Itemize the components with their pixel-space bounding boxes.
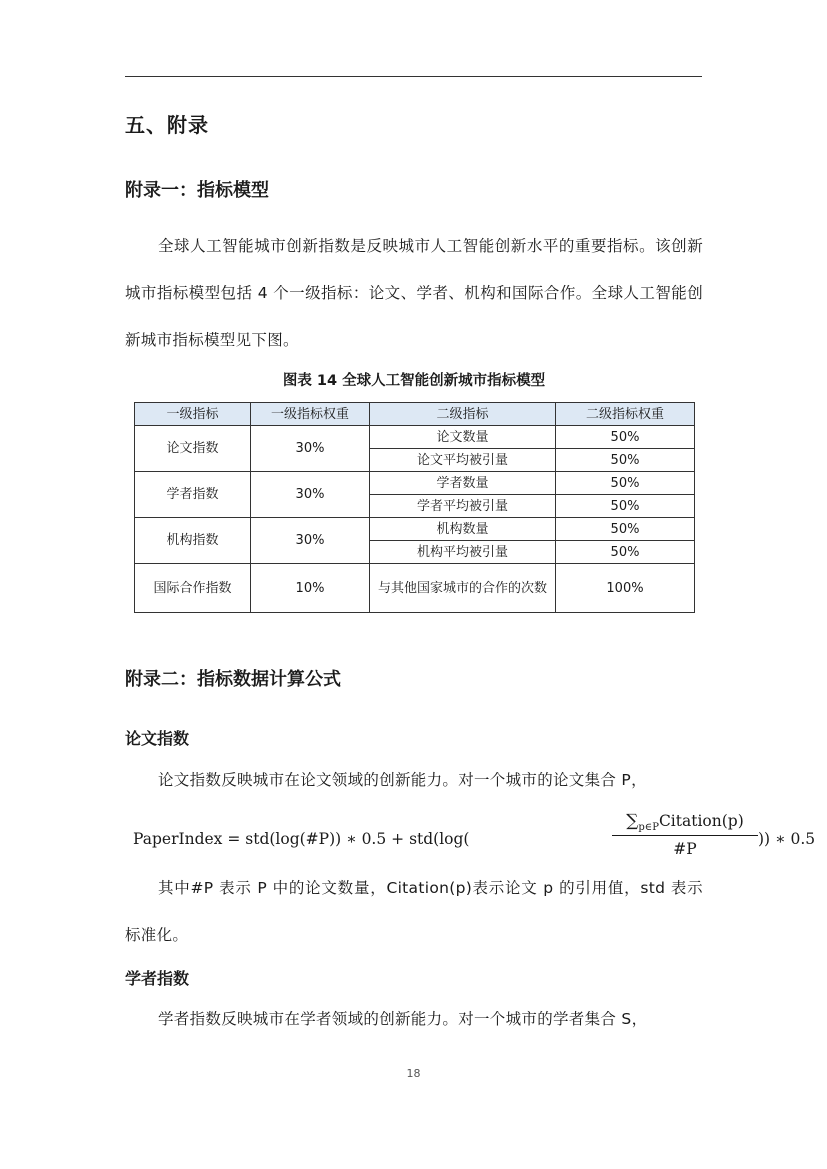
header-cell: 二级指标权重: [556, 403, 695, 426]
paper-index-intro: 论文指数反映城市在论文领域的创新能力。对一个城市的论文集合 P，: [158, 771, 647, 789]
paper-index-heading: 论文指数: [125, 729, 190, 748]
table-row: [135, 426, 695, 449]
header-cell: 一级指标权重: [251, 403, 370, 426]
level2-weight: 50%: [556, 449, 695, 472]
table-row: [135, 518, 695, 541]
paper-index-formula: [125, 808, 816, 864]
section-title: 五、附录: [125, 113, 209, 137]
level2-weight: 50%: [556, 518, 695, 541]
paper-index-explanation: 其中#P 表示 P 中的论文数量，Citation(p)表示论文 p 的引用值，std 表示标准化。: [125, 879, 703, 944]
level1-name: 学者指数: [135, 472, 251, 518]
table-caption: 图表 14 全球人工智能创新城市指标模型: [282, 373, 546, 389]
formula-fraction: [612, 808, 758, 860]
indicator-model-table: [134, 402, 695, 613]
header-cell: 二级指标: [370, 403, 556, 426]
level2-name: 学者平均被引量: [370, 495, 556, 518]
page-number: 18: [406, 1067, 421, 1080]
formula-numerator-text: Citation(p): [658, 812, 744, 830]
level2-name: 与其他国家城市的合作的次数: [370, 564, 556, 613]
table-header-row: [135, 403, 695, 426]
header-cell: 一级指标: [135, 403, 251, 426]
table-row: [135, 472, 695, 495]
formula-lhs: PaperIndex = std(log(#P)) ∗ 0.5 + std(log(: [133, 830, 470, 848]
level1-weight: 10%: [251, 564, 370, 613]
appendix1-title: 附录一：指标模型: [125, 180, 269, 201]
level1-weight: 30%: [251, 472, 370, 518]
formula-numerator: [612, 808, 758, 834]
formula-sigma: ∑: [626, 811, 639, 831]
formula-subscript: p∈P: [638, 822, 659, 833]
level2-name: 论文平均被引量: [370, 449, 556, 472]
appendix2-title: 附录二：指标数据计算公式: [125, 669, 341, 690]
scholar-index-intro: 学者指数反映城市在学者领域的创新能力。对一个城市的学者集合 S，: [158, 1010, 648, 1028]
level2-weight: 50%: [556, 495, 695, 518]
level1-name: 机构指数: [135, 518, 251, 564]
level2-name: 机构数量: [370, 518, 556, 541]
level1-weight: 30%: [251, 426, 370, 472]
level2-weight: 50%: [556, 472, 695, 495]
scholar-index-heading: 学者指数: [125, 969, 190, 988]
formula-denominator: #P: [673, 840, 697, 858]
formula-fraction-bar: [612, 835, 758, 836]
level2-weight: 100%: [556, 564, 695, 613]
level2-name: 论文数量: [370, 426, 556, 449]
header-rule: [125, 76, 702, 77]
level1-weight: 30%: [251, 518, 370, 564]
level1-name: 论文指数: [135, 426, 251, 472]
level2-name: 学者数量: [370, 472, 556, 495]
table-row: [135, 564, 695, 613]
appendix1-paragraph: 全球人工智能城市创新指数是反映城市人工智能创新水平的重要指标。该创新城市指标模型包括 4 个一级指标：论文、学者、机构和国际合作。全球人工智能创新城市指标模型见下图。: [125, 237, 703, 349]
level1-name: 国际合作指数: [135, 564, 251, 613]
level2-weight: 50%: [556, 426, 695, 449]
formula-rhs: )) ∗ 0.5: [758, 830, 816, 848]
level2-name: 机构平均被引量: [370, 541, 556, 564]
level2-weight: 50%: [556, 541, 695, 564]
